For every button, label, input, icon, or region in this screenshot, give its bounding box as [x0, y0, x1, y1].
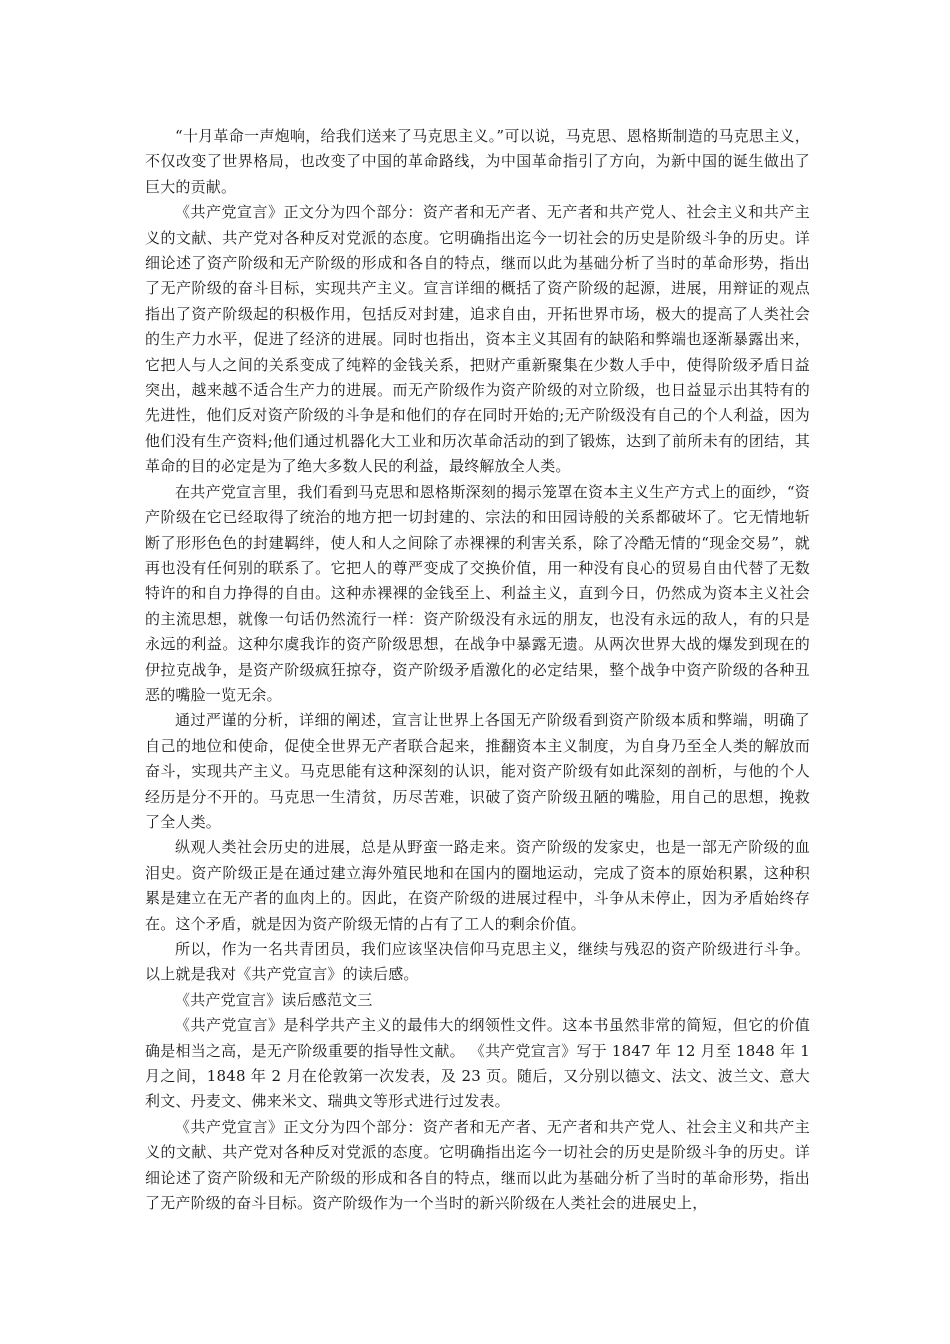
paragraph-6: 所以，作为一名共青团员，我们应该坚决信仰马克思主义，继续与残忍的资产阶级进行斗争。以上就是我对《共产党宣言》的读后感。: [145, 940, 810, 984]
paragraph-2: 《共产党宣言》正文分为四个部分：资产者和无产者、无产者和共产党人、社会主义和共产主义的文献、共产党对各种反对党派的态度。它明确指出迄今一切社会的历史是阶级斗争的历史。详细论述了资产阶级和无产阶级的形成和各自的特点，继而以此为基础分析了当时的革命形势，指出了无产阶级的奋斗目标，实现共产主义。宣言详细的概括了资产阶级的起源，进展，用辩证的观点指出了资产阶级起的积极作用，包括反对封建，追求自由，开拓世界市场，极大的提高了人类社会的生产力水平，促进了经济的进展。同时也指出，资本主义其固有的缺陷和弊端也逐渐暴露出来，它把人与人之间的关系变成了纯粹的金钱关系，把财产重新聚集在少数人手中，使得阶级矛盾日益突出，越来越不适合生产力的进展。而无产阶级作为资产阶级的对立阶级，也日益显示出其特有的先进性，他们反对资产阶级的斗争是和他们的存在同时开始的;无产阶级没有自己的个人利益，因为他们没有生产资料;他们通过机器化大工业和历次革命活动的到了锻炼，达到了前所未有的团结，其革命的目的必定是为了绝大多数人民的利益，最终解放全人类。: [145, 203, 810, 476]
section-heading: 《共产党宣言》读后感范文三: [175, 990, 373, 1009]
paragraph-7: 《共产党宣言》是科学共产主义的最伟大的纲领性文件。这本书虽然非常的简短，但它的价值确是相当之高，是无产阶级重要的指导性文献。 《共产党宣言》写于 1847 年 12 月至 1848 年 1 月之间，1848 年 2 月在伦敦第一次发表，及 23 页。随后，又分别以德文、法文、波兰文、意大利文、丹麦文、佛来米文、瑞典文等形式进行过发表。: [145, 1016, 810, 1111]
paragraph-4: 通过严谨的分析，详细的阐述，宣言让世界上各国无产阶级看到资产阶级本质和弊端，明确了自己的地位和使命，促使全世界无产者联合起来，推翻资本主义制度，为自身乃至全人类的解放而奋斗，实现共产主义。马克思能有这种深刻的认识，能对资产阶级有如此深刻的剖析，与他的个人经历是分不开的。马克思一生清贫，历尽苦难，识破了资产阶级丑陋的嘴脸，用自己的思想，挽救了全人类。: [145, 711, 810, 831]
paragraph-1: “十月革命一声炮响，给我们送来了马克思主义。”可以说，马克思、恩格斯制造的马克思主义，不仅改变了世界格局，也改变了中国的革命路线，为中国革命指引了方向，为新中国的诞生做出了巨大的贡献。: [145, 127, 810, 196]
paragraph-5: 纵观人类社会历史的进展，总是从野蛮一路走来。资产阶级的发家史，也是一部无产阶级的血泪史。资产阶级正是在通过建立海外殖民地和在国内的圈地运动，完成了资本的原始积累，这种积累是建立在无产者的血肉上的。因此，在资产阶级的进展过程中，斗争从未停止，因为矛盾始终存在。这个矛盾，就是因为资产阶级无情的占有了工人的剩余价值。: [145, 838, 810, 933]
paragraph-8: 《共产党宣言》正文分为四个部分：资产者和无产者、无产者和共产党人、社会主义和共产主义的文献、共产党对各种反对党派的态度。它明确指出迄今一切社会的历史是阶级斗争的历史。详细论述了资产阶级和无产阶级的形成和各自的特点，继而以此为基础分析了当时的革命形势，指出了无产阶级的奋斗目标。资产阶级作为一个当时的新兴阶级在人类社会的进展史上，: [145, 1117, 810, 1213]
paragraph-3: 在共产党宣言里，我们看到马克思和恩格斯深刻的揭示笼罩在资本主义生产方式上的面纱，“资产阶级在它已经取得了统治的地方把一切封建的、宗法的和田园诗般的关系都破坏了。它无情地斩断了形形色色的封建羁绊，使人和人之间除了赤裸裸的利害关系，除了冷酷无情的“现金交易”，就再也没有任何别的联系了。它把人的尊严变成了交换价值，用一种没有良心的贸易自由代替了无数特许的和自力挣得的自由。这种赤裸裸的金钱至上、利益主义，直到今日，仍然成为资本主义社会的主流思想，就像一句话仍然流行一样：资产阶级没有永远的朋友，也没有永远的敌人，有的只是永远的利益。这种尔虞我诈的资产阶级思想，在战争中暴露无遗。从两次世界大战的爆发到现在的伊拉克战争，是资产阶级疯狂掠夺，资产阶级矛盾激化的必定结果，整个战争中资产阶级的各种丑恶的嘴脸一览无余。: [145, 482, 810, 704]
document-body: [145, 124, 810, 1216]
